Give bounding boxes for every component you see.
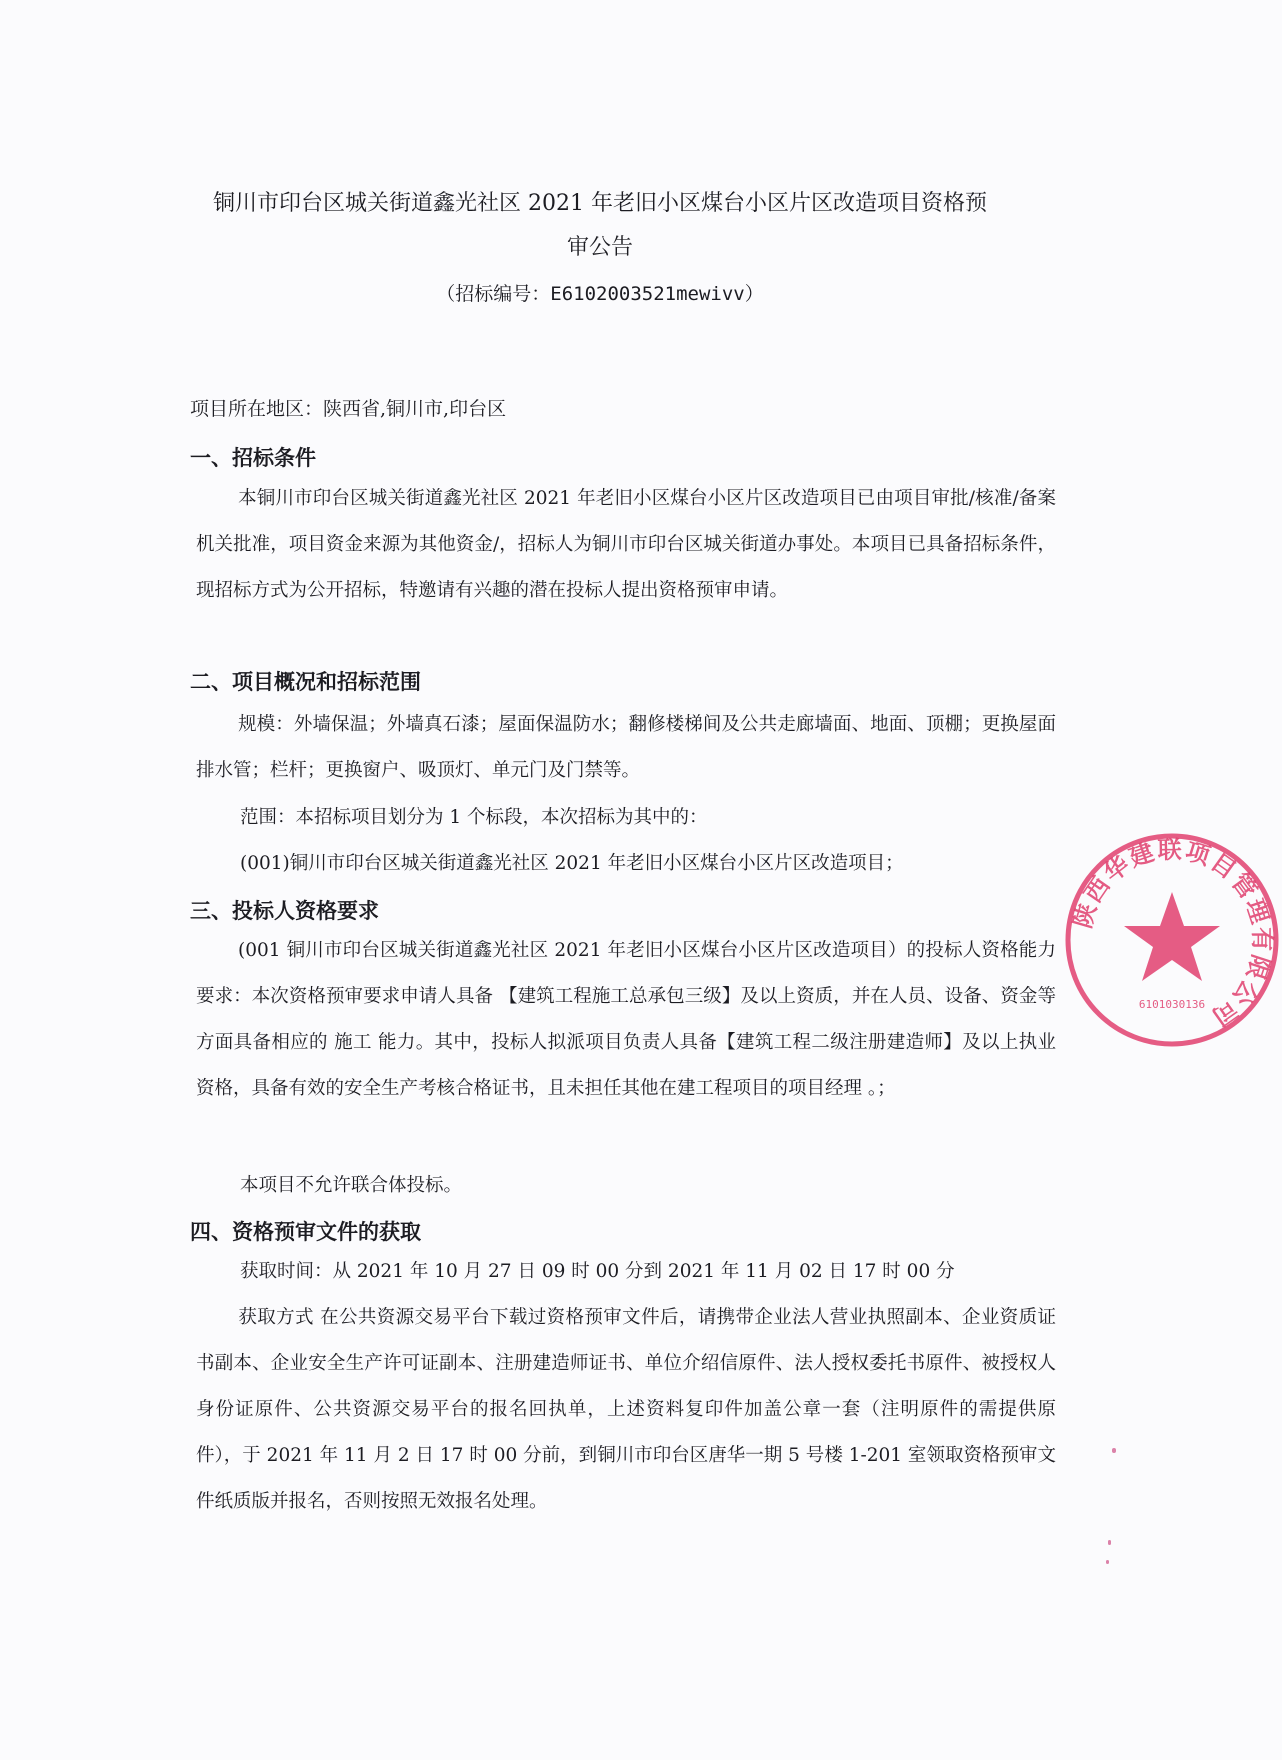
section-2-scope: 范围：本招标项目划分为 1 个标段，本次招标为其中的： [240, 807, 708, 828]
project-region: 项目所在地区：陕西省,铜川市,印台区 [190, 398, 507, 420]
section-3-heading: 三、投标人资格要求 [190, 899, 379, 923]
section-4-time: 获取时间：从 2021 年 10 月 27 日 09 时 00 分到 2021 年 11 月 02 日 17 时 00 分 [240, 1261, 955, 1282]
star-icon [1124, 892, 1220, 981]
section-1-body [196, 476, 1056, 614]
section-4-method [196, 1295, 1056, 1525]
section-1-heading: 一、招标条件 [190, 446, 316, 470]
seal-graphic [1068, 836, 1276, 1044]
section-3-body [196, 928, 1056, 1112]
scan-speck [1106, 1560, 1109, 1564]
section-2-lot: (001)铜川市印台区城关街道鑫光社区 2021 年老旧小区煤台小区片区改造项目； [240, 853, 904, 874]
bid-number: （招标编号：E6102003521mewivv） [436, 283, 764, 305]
doc-title-line2: 审公告 [566, 235, 633, 260]
section-2-heading: 二、项目概况和招标范围 [190, 670, 421, 694]
section-3-text: (001 铜川市印台区城关街道鑫光社区 2021 年老旧小区煤台小区片区改造项目）的投标人资格能力要求：本次资格预审要求申请人具备 【建筑工程施工总承包三级】及以上资质，并在人员、设备、资金等方面具备相应的 施工 能力。其中，投标人拟派项目负责人具备【建筑工程二级注册建造师】及以上执业资格，具备有效的安全生产考核合格证书，且未担任其他在建工程项目的项目经理 。； [196, 940, 1056, 1099]
scan-speck [1108, 1540, 1111, 1545]
seal-ring-text-path: 陕西华建联项目管理有限公司 [1068, 835, 1277, 1033]
doc-title-line1: 铜川市印台区城关街道鑫光社区 2021 年老旧小区煤台小区片区改造项目资格预 [213, 191, 987, 216]
section-1-text: 本铜川市印台区城关街道鑫光社区 2021 年老旧小区煤台小区片区改造项目已由项目审批/核准/备案机关批准，项目资金来源为其他资金/，招标人为铜川市印台区城关街道办事处。本项目已具备招标条件，现招标方式为公开招标，特邀请有兴趣的潜在投标人提出资格预审申请。 [196, 488, 1056, 601]
section-2-scale-text: 规模：外墙保温；外墙真石漆；屋面保温防水；翻修楼梯间及公共走廊墙面、地面、顶棚；更换屋面排水管；栏杆；更换窗户、吸顶灯、单元门及门禁等。 [196, 714, 1056, 781]
scan-speck [1112, 1448, 1116, 1453]
section-3-consortium: 本项目不允许联合体投标。 [240, 1175, 463, 1196]
section-4-method-text: 获取方式 在公共资源交易平台下载过资格预审文件后，请携带企业法人营业执照副本、企业资质证书副本、企业安全生产许可证副本、注册建造师证书、单位介绍信原件、法人授权委托书原件、被授权人身份证原件、公共资源交易平台的报名回执单，上述资料复印件加盖公章一套（注明原件的需提供原件），于 2021 年 11 月 2 日 17 时 00 分前，到铜川市印台区唐华一期 5 号楼 1-201 室领取资格预审文件纸质版并报名，否则按照无效报名处理。 [196, 1307, 1056, 1512]
seal-code: 6101030136 [1138, 998, 1206, 1011]
section-4-heading: 四、资格预审文件的获取 [190, 1220, 421, 1244]
company-seal [1062, 830, 1282, 1050]
section-2-scale [196, 702, 1056, 794]
